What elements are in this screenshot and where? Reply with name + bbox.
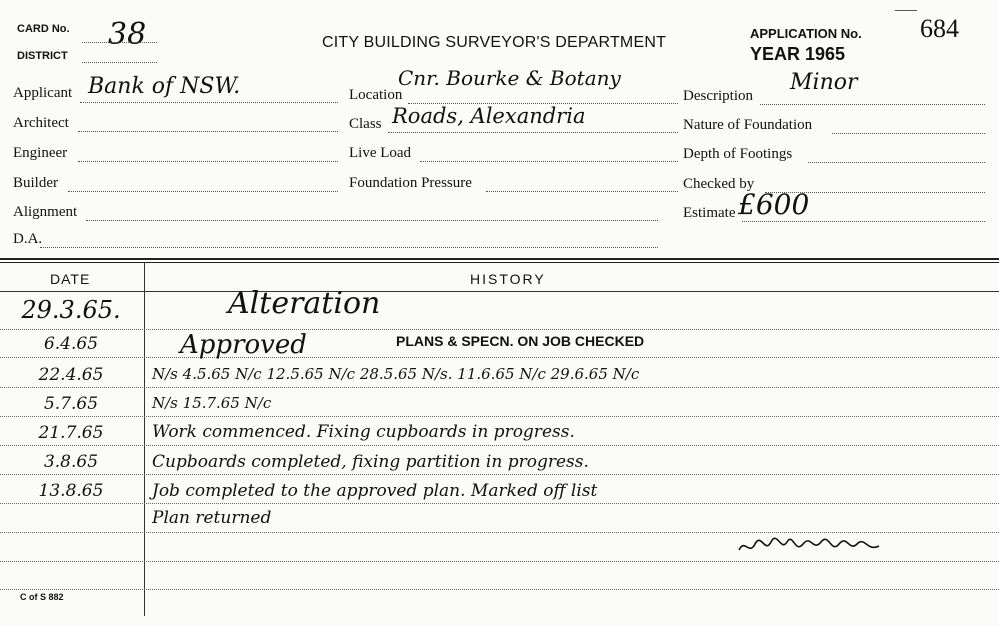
form-code: C of S 882 (20, 592, 64, 602)
row-line (0, 416, 999, 417)
checked-by-label: Checked by (683, 176, 755, 192)
applicant-line (80, 102, 338, 103)
architect-label: Architect (13, 115, 69, 131)
row-line (0, 503, 999, 504)
row-line (0, 357, 999, 358)
header-rule (0, 291, 999, 292)
description-label: Description (683, 88, 753, 104)
row-date: 5.7.65 (43, 394, 99, 414)
depth-of-footings-label: Depth of Footings (683, 146, 793, 162)
card-no-label: CARD No. (17, 23, 70, 35)
alignment-line (86, 220, 658, 221)
row-line (0, 474, 999, 475)
location-label: Location (349, 87, 403, 103)
row-entry: Job completed to the approved plan. Marked off list (152, 481, 598, 501)
location-value: Cnr. Bourke & Botany (398, 66, 621, 90)
application-dash (895, 10, 917, 11)
row-date: 21.7.65 (38, 423, 104, 443)
card-no-line (82, 42, 157, 43)
row-entry: N/s 15.7.65 N/c (152, 394, 272, 412)
row-date: 13.8.65 (38, 481, 104, 501)
history-header: HISTORY (470, 271, 546, 287)
foundation-pressure-label: Foundation Pressure (349, 175, 472, 191)
engineer-label: Engineer (13, 145, 68, 161)
row-date: 29.3.65. (21, 296, 121, 324)
live-load-line (420, 161, 678, 162)
description-value: Minor (790, 70, 858, 95)
year-label: YEAR 1965 (750, 44, 846, 64)
row-entry: Alteration (228, 286, 381, 321)
signature-mark (735, 528, 885, 564)
application-label: APPLICATION No. (750, 26, 862, 41)
card-no-value: 38 (108, 17, 147, 52)
class-line (388, 132, 678, 133)
nature-of-foundation-label: Nature of Foundation (683, 117, 813, 133)
checked-stamp: PLANS & SPECN. ON JOB CHECKED (396, 333, 645, 349)
estimate-label: Estimate (683, 205, 736, 221)
table-top-rule-inner (0, 262, 999, 263)
row-line (0, 387, 999, 388)
row-line (0, 589, 999, 590)
date-header: DATE (50, 271, 91, 287)
estimate-value: £600 (738, 188, 810, 221)
alignment-label: Alignment (13, 204, 78, 220)
builder-label: Builder (13, 175, 58, 191)
row-date: 22.4.65 (38, 365, 104, 385)
row-line (0, 329, 999, 330)
live-load-label: Live Load (349, 145, 412, 161)
da-label: D.A. (13, 231, 43, 247)
department-title: CITY BUILDING SURVEYOR'S DEPARTMENT (322, 34, 667, 51)
district-line (82, 62, 157, 63)
row-date: 6.4.65 (43, 334, 99, 354)
applicant-label: Applicant (13, 85, 73, 101)
row-entry: N/s 4.5.65 N/c 12.5.65 N/c 28.5.65 N/s. 11.6.65 N/c 29.6.65 N/c (152, 365, 640, 383)
class-label: Class (349, 116, 382, 132)
row-entry: Approved (180, 330, 307, 360)
nature-of-foundation-line (832, 133, 985, 134)
application-number: 684 (920, 14, 959, 43)
class-value: Roads, Alexandria (392, 104, 586, 128)
engineer-line (78, 161, 338, 162)
da-line (40, 247, 658, 248)
row-date: 3.8.65 (43, 452, 99, 472)
row-entry: Work commenced. Fixing cupboards in progress. (152, 422, 575, 442)
depth-of-footings-line (808, 162, 985, 163)
row-entry: Plan returned (152, 508, 272, 528)
description-line (760, 104, 985, 105)
applicant-value: Bank of NSW. (88, 74, 241, 99)
row-entry: Cupboards completed, fixing partition in progress. (152, 452, 589, 472)
builder-line (68, 191, 338, 192)
row-line (0, 445, 999, 446)
district-label: DISTRICT (17, 50, 68, 62)
foundation-pressure-line (486, 191, 678, 192)
table-top-rule (0, 258, 999, 260)
estimate-line (742, 221, 985, 222)
architect-line (78, 131, 338, 132)
date-column-divider (144, 262, 145, 616)
